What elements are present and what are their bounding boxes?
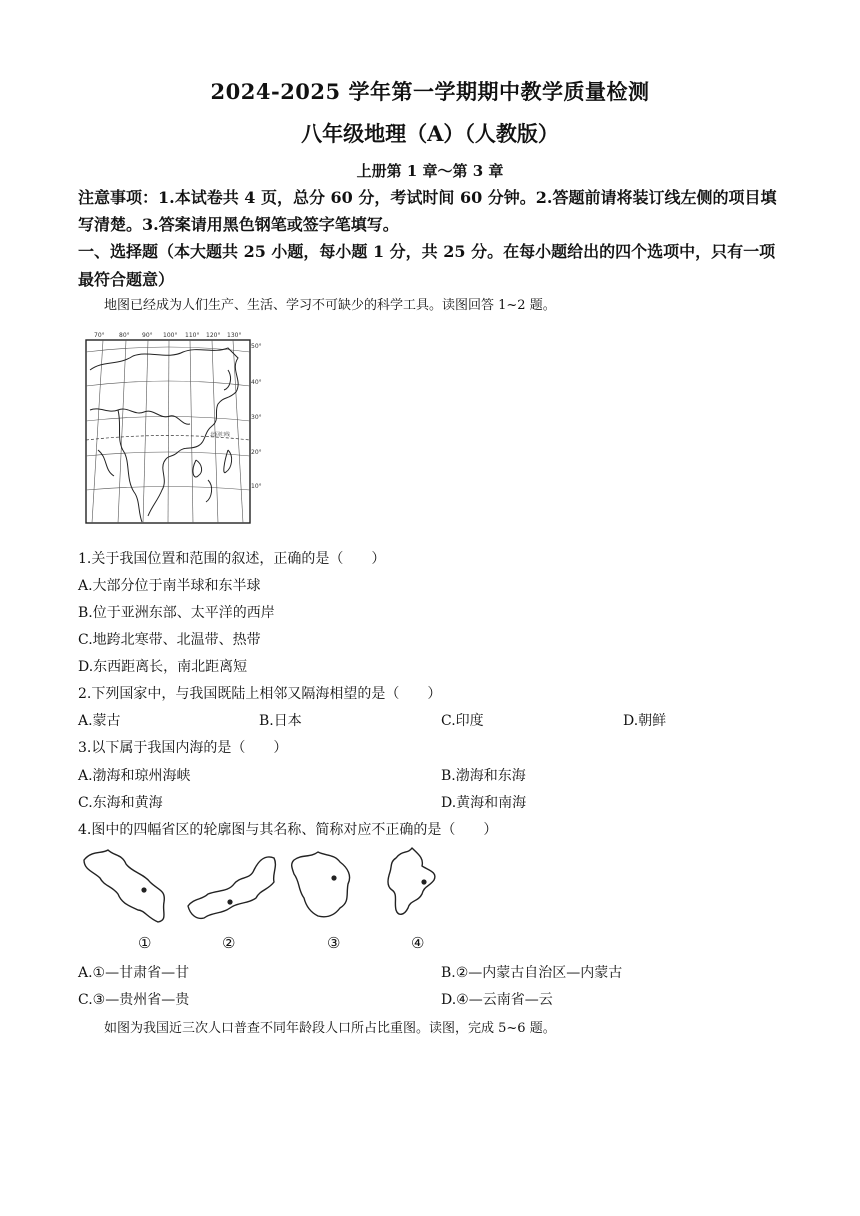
lon-label: 120° (206, 332, 221, 339)
q1-option-b[interactable]: B.位于亚洲东部、太平洋的西岸 (78, 605, 275, 621)
exam-title: 2024-2025 学年第一学期期中教学质量检测 (210, 79, 650, 104)
intro-text-2: 如图为我国近三次人口普查不同年龄段人口所占比重图。读图，完成 5~6 题。 (104, 1021, 556, 1036)
q2-option-b[interactable]: B.日本 (259, 713, 302, 729)
question-1-stem: 1.关于我国位置和范围的叙述，正确的是（ ） (78, 551, 386, 567)
tropic-label: 北回归线 (210, 432, 231, 438)
q2-option-d[interactable]: D.朝鲜 (623, 713, 667, 729)
q1-option-d[interactable]: D.东西距离长，南北距离短 (78, 659, 248, 675)
province-number-4: ④ (411, 934, 425, 952)
q3-option-d[interactable]: D.黄海和南海 (441, 795, 527, 811)
q1-option-c[interactable]: C.地跨北寒带、北温带、热带 (78, 632, 261, 648)
lon-label: 70° (94, 332, 105, 339)
province-outline-3 (292, 852, 350, 917)
notice-text: 注意事项：1.本试卷共 4 页，总分 60 分，考试时间 60 分钟。2.答题前请将装订线左侧的项目填写清楚。3.答案请用黑色钢笔或签字笔填写。 (78, 188, 777, 234)
province-number-2: ② (222, 934, 236, 952)
province-outline-2 (188, 857, 275, 918)
exam-subtitle: 八年级地理（A）（人教版） (301, 121, 559, 146)
lat-label: 40° (251, 379, 262, 386)
q1-option-a[interactable]: A.大部分位于南半球和东半球 (78, 578, 261, 594)
lon-label: 80° (119, 332, 130, 339)
q4-option-c[interactable]: C.③—贵州省—贵 (78, 992, 190, 1008)
q2-option-a[interactable]: A.蒙古 (78, 713, 121, 729)
q4-option-d[interactable]: D.④—云南省—云 (441, 992, 553, 1008)
lon-label: 130° (227, 332, 242, 339)
province-outline-4 (388, 848, 435, 914)
china-map-figure (78, 330, 264, 526)
question-2-stem: 2.下列国家中，与我国既陆上相邻又隔海相望的是（ ） (78, 686, 442, 702)
q3-option-a[interactable]: A.渤海和琼州海峡 (78, 768, 191, 784)
q2-option-c[interactable]: C.印度 (441, 713, 484, 729)
lat-label: 10° (251, 483, 262, 490)
q3-option-c[interactable]: C.东海和黄海 (78, 795, 163, 811)
question-3-stem: 3.以下属于我国内海的是（ ） (78, 740, 288, 756)
lat-label: 50° (251, 343, 262, 350)
lon-label: 110° (185, 332, 200, 339)
lat-label: 20° (251, 449, 262, 456)
q3-option-b[interactable]: B.渤海和东海 (441, 768, 526, 784)
province-number-3: ③ (327, 934, 341, 952)
q4-option-a[interactable]: A.①—甘肃省—甘 (78, 965, 190, 981)
lat-label: 30° (251, 414, 262, 421)
lon-label: 90° (142, 332, 153, 339)
q4-option-b[interactable]: B.②—内蒙古自治区—内蒙古 (441, 965, 623, 981)
province-outline-1 (84, 850, 164, 922)
lon-label: 100° (163, 332, 178, 339)
exam-scope: 上册第 1 章～第 3 章 (356, 162, 504, 180)
question-4-stem: 4.图中的四幅省区的轮廓图与其名称、简称对应不正确的是（ ） (78, 822, 498, 838)
intro-text-1: 地图已经成为人们生产、生活、学习不可缺少的科学工具。读图回答 1~2 题。 (104, 298, 556, 313)
section-heading: 一、选择题（本大题共 25 小题，每小题 1 分，共 25 分。在每小题给出的四个选项中，只有一项最符合题意） (78, 242, 776, 289)
province-outlines-figure (78, 846, 448, 930)
province-number-1: ① (138, 934, 152, 952)
